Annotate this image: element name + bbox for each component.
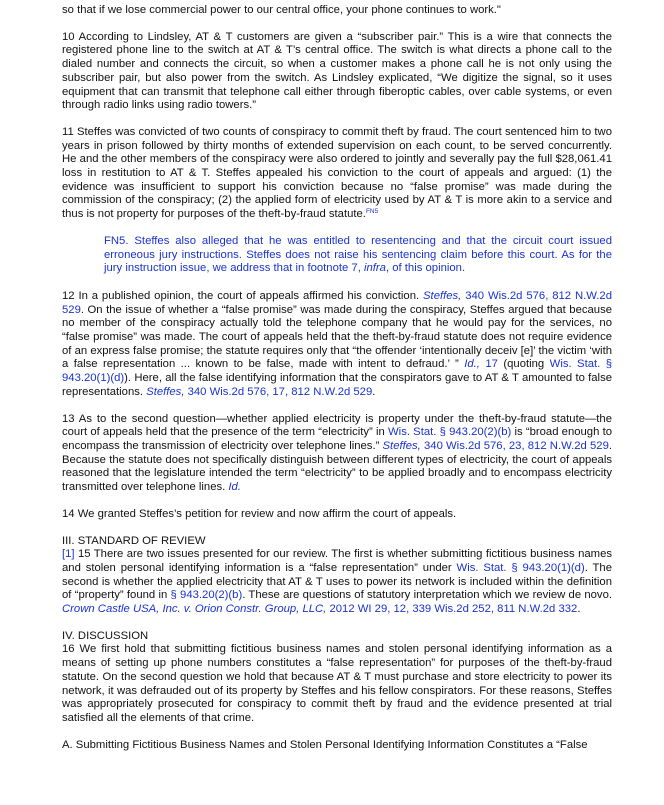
text-run: 15 There are two issues presented for our review. The first is whether submitting fictitious business names and stolen personal identifying information is a “false representation” under xyxy=(62,548,612,574)
paragraph-10: 10 According to Lindsley, AT & T customers are given a “subscriber pair.” This is a wire that connects the registered phone line to the switch at AT & T’s central office. The switch is what directs a phone call to the dialed number and connects the circuit, so when a customer makes a phone call he is not only using the subscriber pair, but also power from the switch. As Lindsley explicated, “We digitize the signal, so it uses equipment that can transmit that telephone call either through fiberoptic cables, over cable systems, or even through radio links using radio towers.” xyxy=(62,30,612,112)
paragraph-12 xyxy=(62,290,612,400)
paragraph-9-continuation: so that if we lose commercial power to our central office, your phone continues to work." xyxy=(62,4,501,16)
citation-link-crown-castle[interactable] xyxy=(62,603,577,615)
section-heading-standard-of-review: III. STANDARD OF REVIEW xyxy=(62,534,206,547)
case-pin: 17 xyxy=(479,358,498,371)
footnote-5-infra: infra xyxy=(363,262,386,275)
case-name: Crown Castle USA, Inc. v. Orion Constr. Group, LLC, xyxy=(62,603,327,616)
case-name: Steffes, xyxy=(146,385,185,398)
text-run: ). Here, all the false identifying information that the conspirators gave to AT & T amounted to false representations. xyxy=(62,372,612,398)
paragraph-11 xyxy=(62,126,612,222)
citation-link-steffes[interactable] xyxy=(146,386,372,398)
text-run: . xyxy=(372,385,376,398)
text-run: . The second is whether the applied electricity that AT & T uses to power its network is included within the definition of “property” found in xyxy=(62,561,612,602)
statute-link[interactable]: Wis. Stat. § 943.20(1)(d) xyxy=(456,561,585,574)
statute-link[interactable]: Wis. Stat. § 943.20(1)(d) xyxy=(62,358,613,385)
citation-link-id[interactable] xyxy=(464,358,498,370)
text-run: (quoting xyxy=(497,358,550,371)
citation-link-id[interactable]: Id. xyxy=(228,481,241,494)
headnote-link[interactable]: [1] xyxy=(62,548,75,561)
text-run: . Because the statute does not specifically distinguish between different types of electricity, the court of appeals reasoned that the legislature intended the term “electricity” to be applied broadly and to encompass electricity transmitted over telephone lines. xyxy=(62,439,612,494)
section-heading-discussion: IV. DISCUSSION xyxy=(62,629,149,642)
text-run: . On the issue of whether a “false promise” was made during the conspiracy, Steffes argued that because no member of the conspiracy actually told the telephone company that he would pay for the services, no “false promise” was made. The court of appeals held that the theft-by-fraud statute does not require evidence of an express false promise; the statute requires only that “the offender ‘intentionally deceiv [e]’ the victim ‘with a false representation ... known to be false, made with intent to defraud.’ ” xyxy=(62,303,612,371)
paragraph-15 xyxy=(62,548,612,617)
footnote-5-text: FN5. Steffes also alleged that he was entitled to resentencing and that the circuit court issued erroneous jury instructions. Steffes does not raise his sentencing claim before this court. As for the jury instruction issue, we address that in footnote 7, xyxy=(104,234,612,275)
subsection-heading-a: A. Submitting Fictitious Business Names and Stolen Personal Identifying Information Constitutes a “False xyxy=(62,738,588,751)
paragraph-13 xyxy=(62,413,612,495)
case-reporter: 340 Wis.2d 576, 23, 812 N.W.2d 529 xyxy=(420,439,609,452)
text-run: 12 In a published opinion, the court of appeals affirmed his conviction. xyxy=(62,289,424,302)
text-run: is “broad enough to encompass the transmission of electricity over telephone lines.” xyxy=(62,426,612,452)
text-run: . xyxy=(577,603,581,616)
case-name: Id., xyxy=(464,358,480,371)
citation-link-steffes[interactable] xyxy=(383,440,609,452)
case-name: Steffes, xyxy=(423,289,462,302)
paragraph-16: 16 We first hold that submitting fictitious business names and stolen personal identifying information as a means of setting up phone numbers constitutes a “false representation” for purposes of the theft-by-fraud statute. On the second question we hold that because AT & T must purchase and store electricity to power its network, it was defrauded out of its property by Steffes and his fellow conspirators. For these reasons, Steffes was appropriately prosecuted for conspiracy to commit theft by fraud and the evidence presented at trial satisfied all the elements of that crime. xyxy=(62,643,612,724)
case-name: Steffes, xyxy=(382,439,421,452)
paragraph-11-text: 11 Steffes was convicted of two counts of conspiracy to commit theft by fraud. The court sentenced him to two years in prison followed by thirty months of extended supervision on each count, to be served concurrently. He and the other members of the conspiracy were also ordered to jointly and severally pay the full $28,061.41 loss in restitution to AT & T. Steffes appealed his conviction to the court of appeals and argued: (1) the evidence was insufficient to support his conviction because no “false promise” was made during the commission of the conspiracy; (2) the applied form of electricity used by AT & T is more akin to a service and thus is not property for purposes of the theft-by-fraud statute. xyxy=(62,125,612,221)
footnote-ref-fn5[interactable]: FN5 xyxy=(365,208,379,216)
case-reporter: 340 Wis.2d 576, 812 N.W.2d 529 xyxy=(62,289,612,316)
statute-link[interactable]: § 943.20(2)(b) xyxy=(170,589,243,602)
paragraph-14: 14 We granted Steffes’s petition for review and now affirm the court of appeals. xyxy=(62,507,457,520)
text-run: . These are questions of statutory interpretation which we review de novo. xyxy=(242,589,612,602)
case-reporter: 2012 WI 29, 12, 339 Wis.2d 252, 811 N.W.2d 332 xyxy=(326,603,578,616)
statute-link[interactable]: Wis. Stat. § 943.20(2)(b) xyxy=(388,426,512,439)
footnote-5-tail: , of this opinion. xyxy=(385,262,466,275)
footnote-5 xyxy=(104,235,612,276)
case-reporter: 340 Wis.2d 576, 17, 812 N.W.2d 529 xyxy=(184,385,373,398)
text-run: 13 As to the second question—whether applied electricity is property under the theft-by-fraud statute—the court of appeals held that the presence of the term “electricity” in xyxy=(62,412,612,439)
